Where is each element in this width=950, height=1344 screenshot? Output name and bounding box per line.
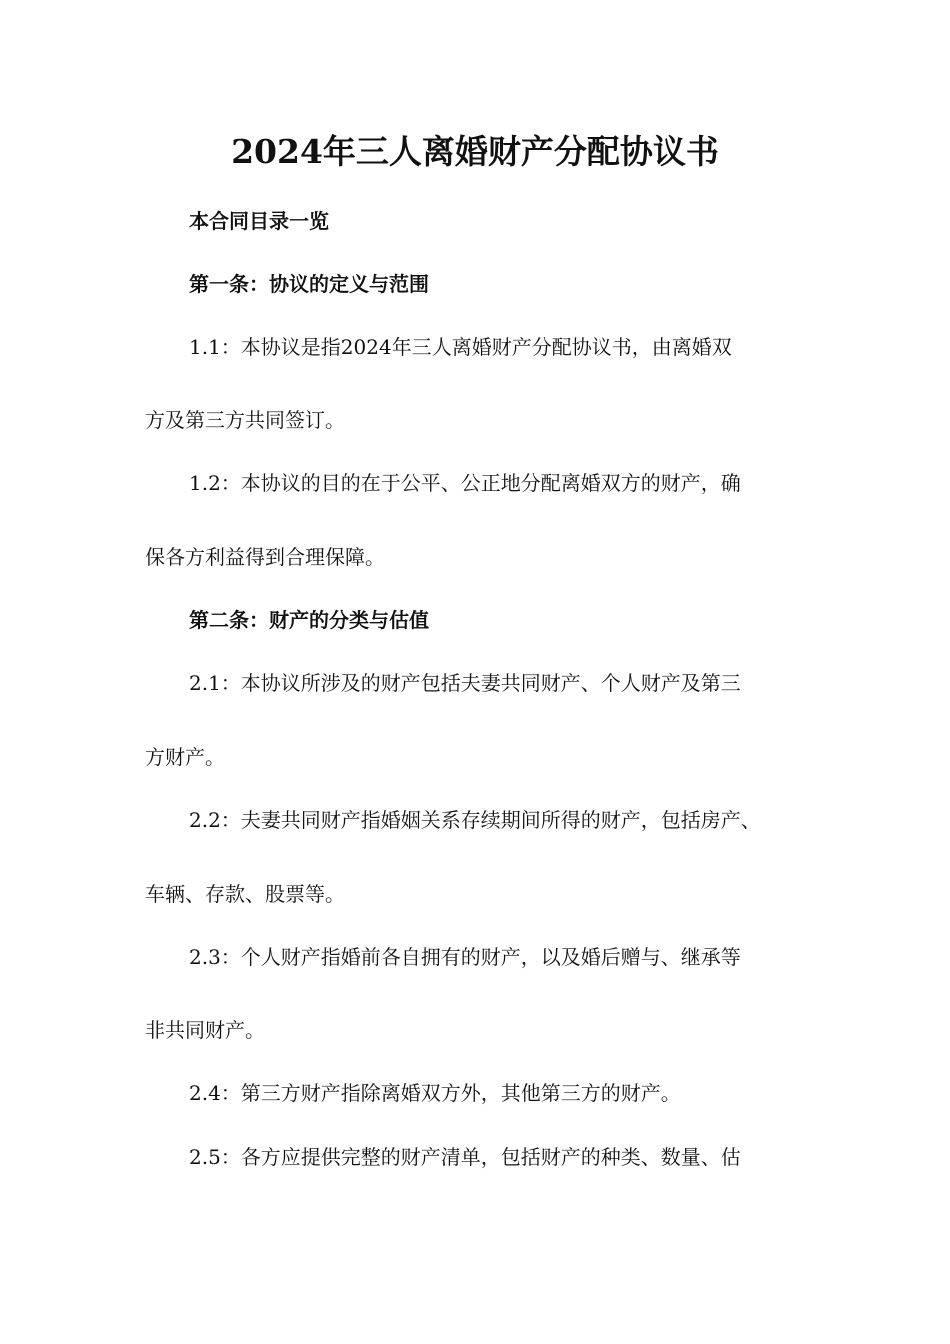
article-2-heading: 第二条：财产的分类与估值 bbox=[189, 608, 429, 632]
clause-2-1-line-2: 方财产。 bbox=[145, 745, 225, 769]
clause-2-3-line-1: 2.3：个人财产指婚前各自拥有的财产，以及婚后赠与、继承等 bbox=[189, 945, 741, 969]
article-1-heading: 第一条：协议的定义与范围 bbox=[189, 272, 429, 296]
document-title: 2024年三人离婚财产分配协议书 bbox=[231, 132, 719, 171]
clause-2-3-line-2: 非共同财产。 bbox=[145, 1018, 265, 1042]
clause-1-1-line-2: 方及第三方共同签订。 bbox=[145, 408, 345, 432]
clause-1-2-line-1: 1.2：本协议的目的在于公平、公正地分配离婚双方的财产，确 bbox=[189, 471, 741, 495]
clause-2-2-line-1: 2.2：夫妻共同财产指婚姻关系存续期间所得的财产，包括房产、 bbox=[189, 808, 761, 832]
clause-1-2-line-2: 保各方利益得到合理保障。 bbox=[145, 545, 385, 569]
clause-2-4-line-1: 2.4：第三方财产指除离婚双方外，其他第三方的财产。 bbox=[189, 1081, 681, 1105]
clause-2-2-line-2: 车辆、存款、股票等。 bbox=[145, 882, 345, 906]
clause-1-1-line-1: 1.1：本协议是指2024年三人离婚财产分配协议书，由离婚双 bbox=[189, 335, 732, 359]
toc-heading: 本合同目录一览 bbox=[189, 209, 329, 233]
clause-2-1-line-1: 2.1：本协议所涉及的财产包括夫妻共同财产、个人财产及第三 bbox=[189, 671, 741, 695]
clause-2-5-line-1: 2.5：各方应提供完整的财产清单，包括财产的种类、数量、估 bbox=[189, 1145, 741, 1169]
